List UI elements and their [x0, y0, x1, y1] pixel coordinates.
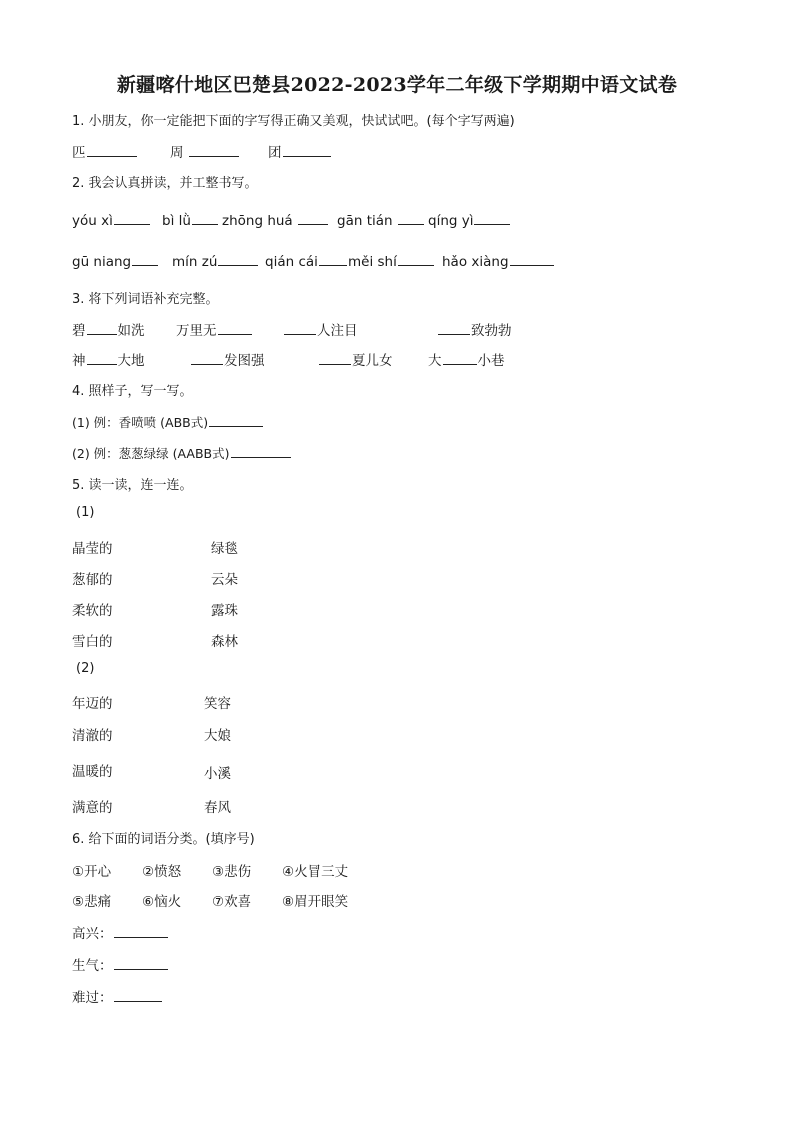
- idiom-prefix: 大: [428, 353, 442, 369]
- word-option: ⑤悲痛: [72, 894, 112, 910]
- answer-blank[interactable]: [298, 210, 328, 225]
- answer-blank[interactable]: [474, 210, 510, 225]
- pinyin-item: [72, 210, 151, 229]
- pinyin-item: [265, 251, 348, 270]
- idiom-item: [437, 319, 512, 339]
- pinyin-label: gān tián: [337, 213, 393, 229]
- match-right-item[interactable]: 春风: [204, 800, 231, 816]
- q4-example: (2) 例：葱葱绿绿 (AABB式): [72, 446, 230, 461]
- idiom-item: [72, 319, 145, 339]
- idiom-item: [190, 349, 265, 369]
- answer-blank[interactable]: [398, 210, 424, 225]
- part-label: (1): [76, 505, 95, 520]
- match-right-item[interactable]: 小溪: [204, 766, 231, 782]
- category-row: [72, 986, 163, 1006]
- pinyin-label: yóu xì: [72, 213, 113, 229]
- pinyin-label: bì lǜ: [162, 213, 191, 229]
- answer-blank[interactable]: [191, 350, 223, 365]
- idiom-item: [72, 349, 145, 369]
- part-label: (2): [76, 661, 95, 676]
- match-left-item[interactable]: 满意的: [72, 800, 113, 816]
- pinyin-item: [337, 210, 425, 229]
- page-title: 新疆喀什地区巴楚县2022-2023学年二年级下学期期中语文试卷: [116, 74, 678, 96]
- match-left-item[interactable]: 温暖的: [72, 764, 113, 780]
- pinyin-item: [348, 251, 435, 270]
- answer-blank[interactable]: [192, 210, 218, 225]
- idiom-item: [176, 319, 253, 339]
- match-left-item[interactable]: 清澈的: [72, 728, 113, 744]
- answer-blank[interactable]: [132, 251, 158, 266]
- match-right-item[interactable]: 云朵: [211, 572, 238, 588]
- answer-blank[interactable]: [114, 955, 168, 970]
- category-label: 生气：: [72, 958, 113, 974]
- word-option: ③悲伤: [212, 864, 252, 880]
- answer-blank[interactable]: [283, 142, 331, 157]
- word-option: ①开心: [72, 864, 112, 880]
- answer-blank[interactable]: [438, 320, 470, 335]
- q1-item: [72, 141, 138, 161]
- category-label: 难过：: [72, 990, 113, 1006]
- q1-item: [170, 141, 240, 161]
- question-5-prompt: 5. 读一读，连一连。: [72, 478, 193, 493]
- idiom-item: [318, 349, 393, 369]
- question-6-prompt: 6. 给下面的词语分类。(填序号): [72, 832, 255, 847]
- idiom-suffix: 如洗: [117, 323, 145, 339]
- question-1-prompt: 1. 小朋友，你一定能把下面的字写得正确又美观，快试试吧。(每个字写两遍): [72, 114, 515, 129]
- pinyin-item: [72, 251, 159, 270]
- match-left-item[interactable]: 葱郁的: [72, 572, 113, 588]
- match-left-item[interactable]: 晶莹的: [72, 541, 113, 557]
- word-option: ②愤怒: [142, 864, 182, 880]
- idiom-prefix: 神: [72, 353, 86, 369]
- pinyin-label: hǎo xiàng: [442, 254, 509, 270]
- idiom-item: [283, 319, 358, 339]
- pinyin-label: mín zú: [172, 254, 218, 270]
- category-row: [72, 954, 169, 974]
- idiom-suffix: 致勃勃: [471, 323, 512, 339]
- pinyin-item: [222, 210, 329, 229]
- answer-blank[interactable]: [319, 350, 351, 365]
- answer-blank[interactable]: [114, 210, 150, 225]
- q4-example: (1) 例：香喷喷 (ABB式): [72, 415, 209, 430]
- answer-blank[interactable]: [114, 987, 162, 1002]
- match-right-item[interactable]: 笑容: [204, 696, 231, 712]
- answer-blank[interactable]: [87, 142, 137, 157]
- word-option: ⑧眉开眼笑: [282, 894, 349, 910]
- q1-char: 匹: [72, 145, 86, 161]
- category-row: [72, 922, 169, 942]
- idiom-suffix: 发图强: [224, 353, 265, 369]
- q4-item-2: [72, 443, 292, 462]
- idiom-suffix: 夏儿女: [352, 353, 393, 369]
- answer-blank[interactable]: [209, 412, 263, 427]
- match-left-item[interactable]: 雪白的: [72, 634, 113, 650]
- pinyin-label: qíng yì: [428, 213, 474, 229]
- answer-blank[interactable]: [189, 142, 239, 157]
- answer-blank[interactable]: [218, 251, 258, 266]
- match-left-item[interactable]: 柔软的: [72, 603, 113, 619]
- question-4-prompt: 4. 照样子，写一写。: [72, 384, 193, 399]
- q4-item-1: [72, 412, 264, 431]
- pinyin-item: [162, 210, 219, 229]
- q1-char: 周: [170, 145, 184, 161]
- answer-blank[interactable]: [284, 320, 316, 335]
- word-option: ⑥恼火: [142, 894, 182, 910]
- category-label: 高兴：: [72, 926, 113, 942]
- pinyin-label: gū niang: [72, 254, 132, 270]
- answer-blank[interactable]: [218, 320, 252, 335]
- answer-blank[interactable]: [398, 251, 434, 266]
- answer-blank[interactable]: [87, 350, 117, 365]
- match-right-item[interactable]: 大娘: [204, 728, 231, 744]
- answer-blank[interactable]: [443, 350, 477, 365]
- q1-item: [268, 141, 332, 161]
- answer-blank[interactable]: [231, 443, 291, 458]
- match-right-item[interactable]: 绿毯: [211, 541, 238, 557]
- match-right-item[interactable]: 森林: [211, 634, 238, 650]
- idiom-prefix: 碧: [72, 323, 86, 339]
- question-2-prompt: 2. 我会认真拼读，并工整书写。: [72, 176, 258, 191]
- idiom-suffix: 小巷: [477, 353, 505, 369]
- match-left-item[interactable]: 年迈的: [72, 696, 113, 712]
- word-option: ⑦欢喜: [212, 894, 252, 910]
- idiom-suffix: 人注目: [317, 323, 358, 339]
- pinyin-label: zhōng huá: [222, 213, 293, 229]
- idiom-item: [428, 349, 505, 369]
- answer-blank[interactable]: [114, 923, 168, 938]
- answer-blank[interactable]: [319, 251, 347, 266]
- pinyin-item: [172, 251, 259, 270]
- match-right-item[interactable]: 露珠: [211, 603, 238, 619]
- answer-blank[interactable]: [87, 320, 117, 335]
- q1-char: 团: [268, 145, 282, 161]
- pinyin-item: [428, 210, 511, 229]
- answer-blank[interactable]: [510, 251, 554, 266]
- word-option: ④火冒三丈: [282, 864, 349, 880]
- idiom-suffix: 大地: [117, 353, 145, 369]
- pinyin-label: qián cái: [265, 254, 318, 270]
- idiom-prefix: 万里无: [176, 323, 217, 339]
- question-3-prompt: 3. 将下列词语补充完整。: [72, 292, 219, 307]
- pinyin-label: měi shí: [348, 254, 397, 270]
- pinyin-item: [442, 251, 555, 270]
